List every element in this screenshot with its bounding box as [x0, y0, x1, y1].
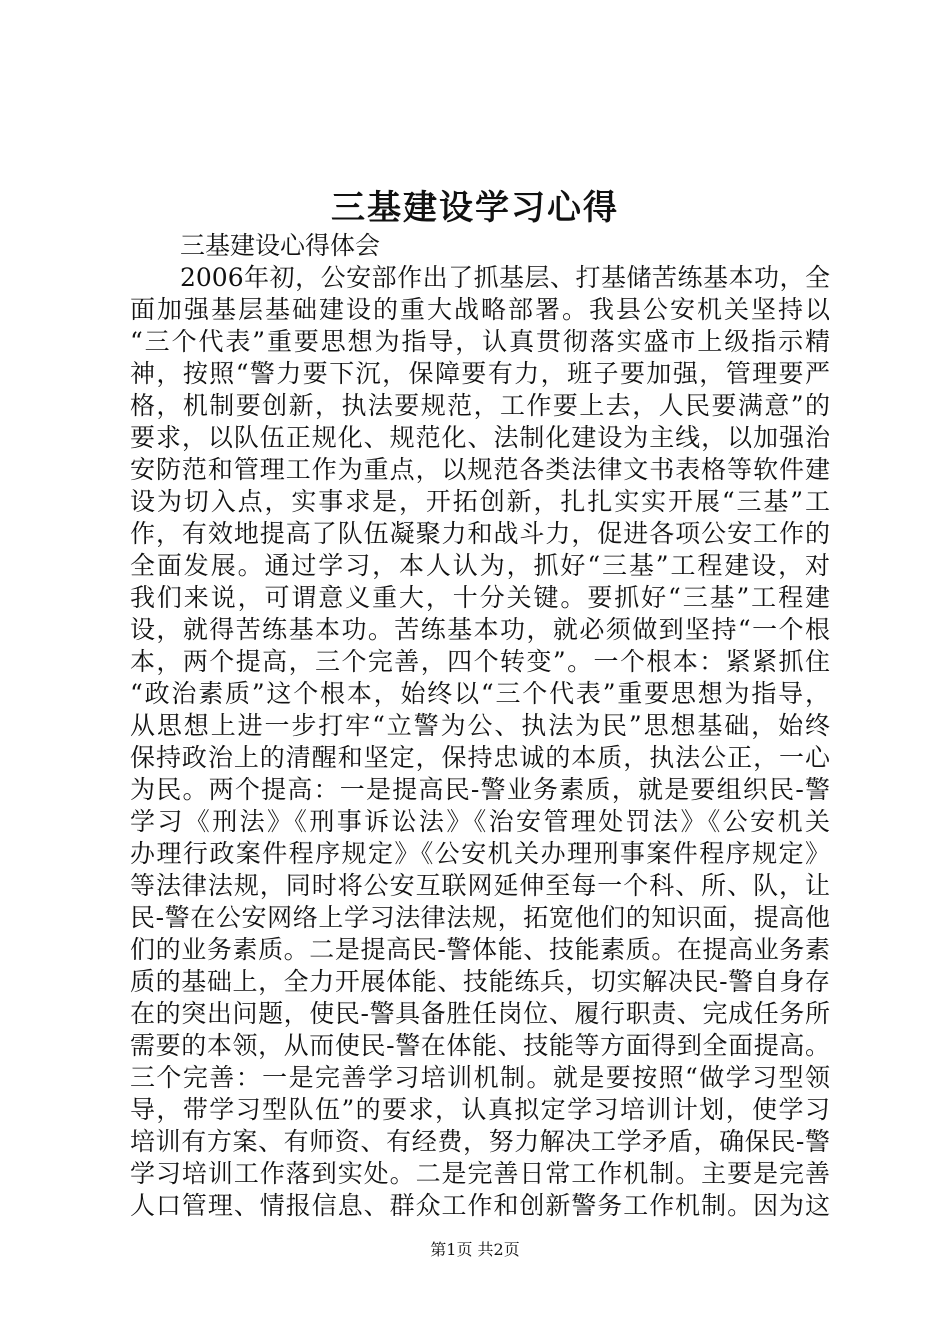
body-line: 导，带学习型队伍”的要求，认真拟定学习培训计划，使学习 — [130, 1095, 830, 1124]
body-line: 保持政治上的清醒和坚定，保持忠诚的本质，执法公正，一心 — [130, 743, 830, 772]
body-line: 面加强基层基础建设的重大战略部署。我县公安机关坚持以 — [130, 295, 830, 324]
body-line: 办理行政案件程序规定》《公安机关办理刑事案件程序规定》 — [130, 839, 830, 868]
body-line: 质的基础上，全力开展体能、技能练兵，切实解决民-警自身存 — [130, 967, 830, 996]
body-line: 神，按照“警力要下沉，保障要有力，班子要加强，管理要严 — [130, 359, 830, 388]
body-line: 培训有方案、有师资、有经费，努力解决工学矛盾，确保民-警 — [130, 1127, 830, 1156]
body-line: “政治素质”这个根本，始终以“三个代表”重要思想为指导， — [130, 679, 830, 708]
body-line: 2006年初，公安部作出了抓基层、打基储苦练基本功，全 — [180, 263, 830, 292]
body-line: 学习培训工作落到实处。二是完善日常工作机制。主要是完善 — [130, 1159, 830, 1188]
document-title: 三基建设学习心得 — [331, 188, 619, 228]
body-line: 人口管理、情报信息、群众工作和创新警务工作机制。因为这 — [130, 1191, 830, 1220]
body-line: 民-警在公安网络上学习法律法规，拓宽他们的知识面，提高他 — [130, 903, 830, 932]
body-line: 等法律法规，同时将公安互联网延伸至每一个科、所、队，让 — [130, 871, 830, 900]
body-line: 为民。两个提高：一是提高民-警业务素质，就是要组织民-警 — [130, 775, 830, 804]
body-line: 需要的本领，从而使民-警在体能、技能等方面得到全面提高。 — [130, 1031, 830, 1060]
body-line: 在的突出问题，使民-警具备胜任岗位、履行职责、完成任务所 — [130, 999, 830, 1028]
body-line: 作，有效地提高了队伍凝聚力和战斗力，促进各项公安工作的 — [130, 519, 830, 548]
body-line: 格，机制要创新，执法要规范，工作要上去，人民要满意”的 — [130, 391, 830, 420]
body-line: 设，就得苦练基本功。苦练基本功，就必须做到坚持“一个根 — [130, 615, 830, 644]
body-line: 从思想上进一步打牢“立警为公、执法为民”思想基础，始终 — [130, 711, 830, 740]
body-line: 我们来说，可谓意义重大，十分关键。要抓好“三基”工程建 — [130, 583, 830, 612]
body-line: 要求，以队伍正规化、规范化、法制化建设为主线，以加强治 — [130, 423, 830, 452]
document-body — [130, 230, 830, 1222]
page-footer: 第1页 共2页 — [430, 1240, 520, 1259]
body-line: 们的业务素质。二是提高民-警体能、技能素质。在提高业务素 — [130, 935, 830, 964]
body-line: 全面发展。通过学习，本人认为，抓好“三基”工程建设，对 — [130, 551, 830, 580]
body-line: 学习《刑法》《刑事诉讼法》《治安管理处罚法》《公安机关 — [130, 807, 830, 836]
body-line: 三个完善：一是完善学习培训机制。就是要按照“做学习型领 — [130, 1063, 830, 1092]
body-line: “三个代表”重要思想为指导，认真贯彻落实盛市上级指示精 — [130, 327, 830, 356]
body-line: 安防范和管理工作为重点，以规范各类法律文书表格等软件建 — [130, 455, 830, 484]
body-line: 设为切入点，实事求是，开拓创新，扎扎实实开展“三基”工 — [130, 487, 830, 516]
document-subtitle: 三基建设心得体会 — [180, 231, 381, 260]
body-line: 本，两个提高，三个完善，四个转变”。一个根本：紧紧抓住 — [130, 647, 830, 676]
